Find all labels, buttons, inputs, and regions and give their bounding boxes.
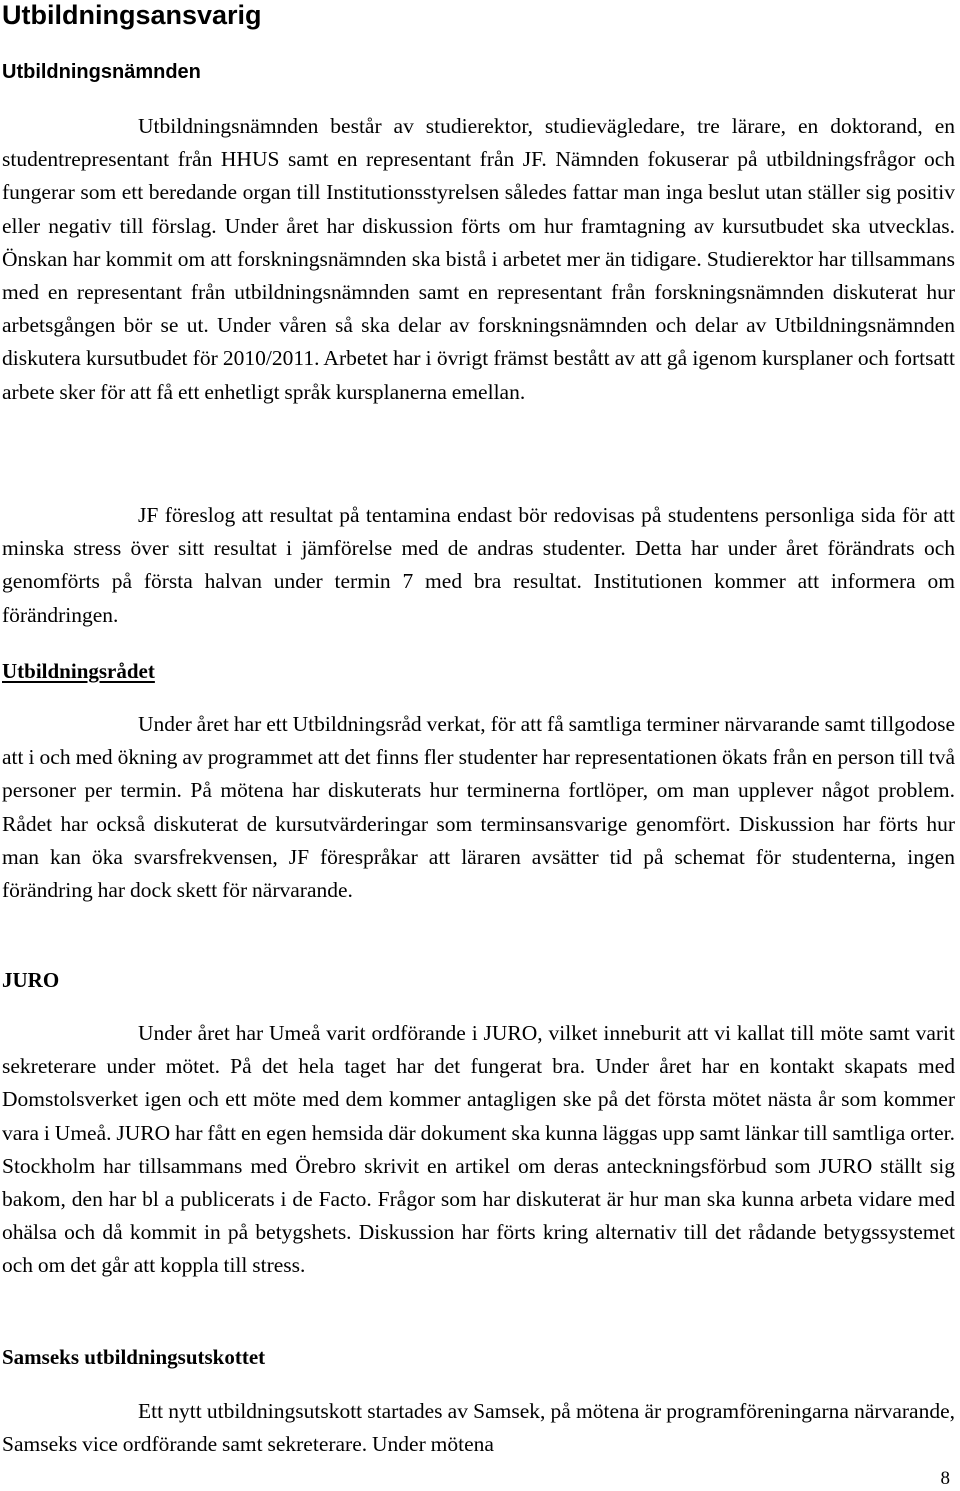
page-title: Utbildningsansvarig — [2, 0, 262, 30]
paragraph-samseks-utbildningsutskottet: Ett nytt utbildningsutskott startades av Samsek, på mötena är programföreningarna närvarande, Samseks vice ordförande samt sekreterare. Under mötena — [2, 1399, 955, 1457]
section-heading-juro: JURO — [2, 968, 60, 992]
page-number: 8 — [940, 1468, 950, 1489]
paragraph-utbildningsradet: Under året har ett Utbildningsråd verkat, för att få samtliga terminer närvarande samt tillgodose att i och med ökning av programmet att det finns fler studenter har representationen ökats från en person till två personer per termin. På mötena har diskuterats hur terminerna fortlöper, om man upplever något problem. Rådet har också diskuterat de kursutvärderingar som terminsansvarige genomfört. Diskussion har förts hur man kan öka svarsfrekvensen, JF förespråkar att läraren avsätter tid på schemat för studenterna, ingen förändring har dock skett för närvarande. — [2, 712, 955, 903]
paragraph-utbildningsnamnden-2: JF föreslog att resultat på tentamina endast bör redovisas på studentens personliga sida för att minska stress över sitt resultat i jämförelse med de andras studenter. Detta har under året förändrats och genomförts på första halvan under termin 7 med bra resultat. Institutionen kommer att informera om förändringen. — [2, 503, 955, 627]
section-heading-utbildningsnamnden: Utbildningsnämnden — [2, 61, 201, 83]
section-heading-samseks-utbildningsutskottet: Samseks utbildningsutskottet — [2, 1345, 266, 1369]
section-heading-utbildningsradet: Utbildningsrådet — [2, 659, 155, 683]
paragraph-juro: Under året har Umeå varit ordförande i JURO, vilket inneburit att vi kallat till möte samt varit sekreterare under mötet. På det hela taget har det fungerat bra. Under året har en kontakt skapats med Domstolsverket igen och ett möte med dem kommer antagligen ske på det första mötet nästa år som kommer vara i Umeå. JURO har fått en egen hemsida där dokument ska kunna läggas upp samt länkar till samtliga orter. Stockholm har tillsammans med Örebro skrivit en artikel om deras anteckningsförbud som JURO ställt sig bakom, den har bl a publicerats i de Facto. Frågor som har diskuterat är hur man ska kunna arbeta vidare med ohälsa och då kommit in på betygshets. Diskussion har förts kring alternativ till det rådande betygssystemet och om det går att koppla till stress. — [2, 1021, 955, 1278]
paragraph-utbildningsnamnden-1: Utbildningsnämnden består av studierektor, studievägledare, tre lärare, en doktorand, en studentrepresentant från HHUS samt en representant från JF. Nämnden fokuserar på utbildningsfrågor och fungerar som ett beredande organ till Institutionsstyrelsen således fattar man inga beslut utan ställer sig positiv eller negativ till förslag. Under året har diskussion förts om hur framtagning av kursutbudet ska utvecklas. Önskan har kommit om att forskningsnämnden ska bistå i arbetet mer än tidigare. Studierektor har tillsammans med en representant från utbildningsnämnden samt en representant från forskningsnämnden diskuterat hur arbetsgången bör se ut. Under våren så ska delar av forskningsnämnden och delar av Utbildningsnämnden diskutera kursutbudet för 2010/2011. Arbetet har i övrigt främst bestått av att gå igenom kursplaner och fortsatt arbete sker för att få ett enhetligt språk kursplanerna emellan. — [2, 114, 955, 404]
